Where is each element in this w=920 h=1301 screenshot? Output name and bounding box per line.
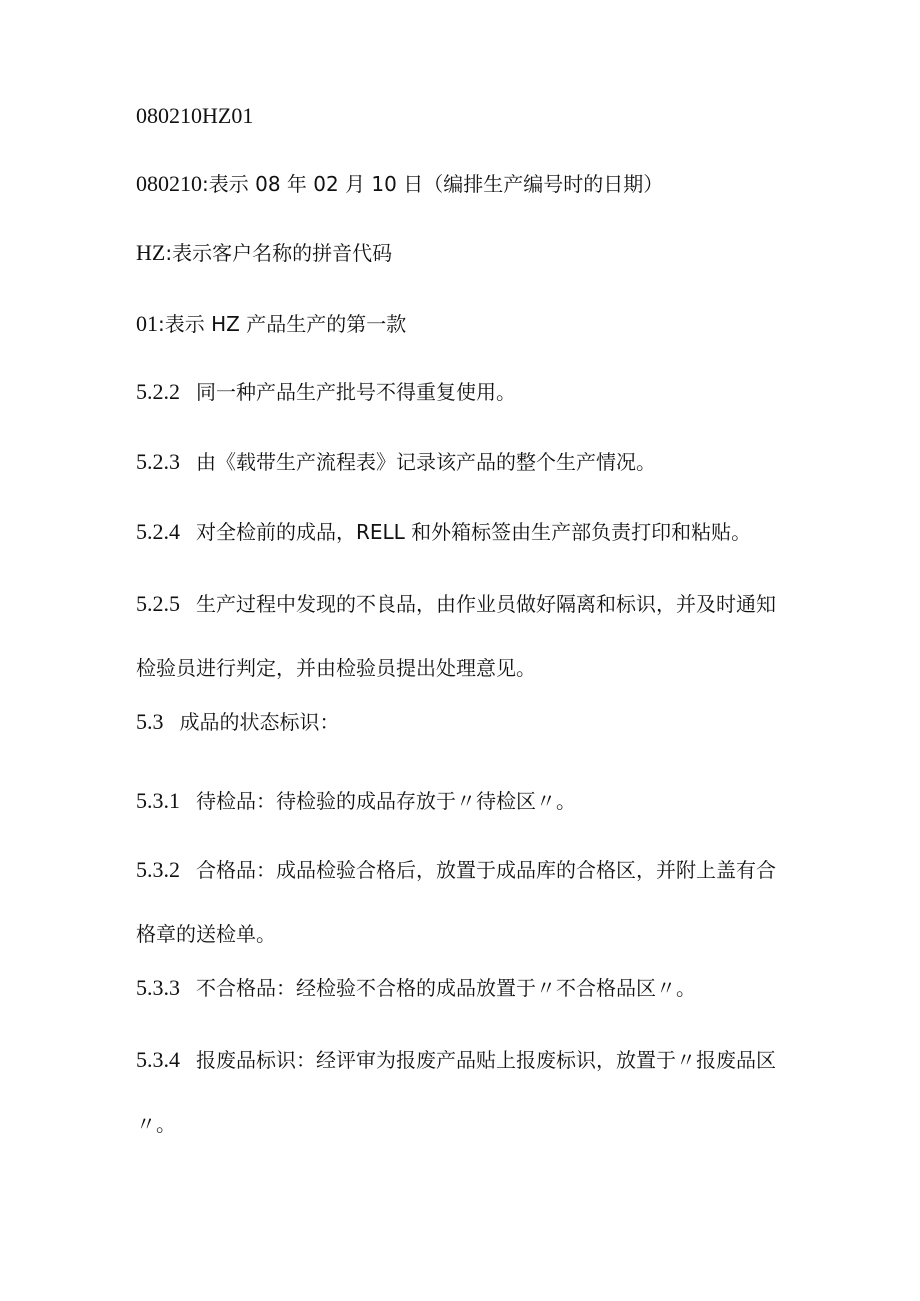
clause-text: 生产过程中发现的不良品，由作业员做好隔离和标识，并及时通知检验员进行判定，并由检验员提出处理意见。 [136, 592, 776, 680]
clause-5-3-heading [136, 710, 340, 734]
clause-number: 5.2.2 [136, 379, 180, 404]
customer-code-text: :表示客户名称的拼音代码 [165, 241, 393, 265]
clause-text: 不合格品：经检验不合格的成品放置于〃不合格品区〃。 [196, 976, 696, 1000]
clause-5-3-4 [136, 1028, 784, 1156]
sequence-code: 01 [136, 311, 158, 336]
customer-code: HZ [136, 240, 166, 265]
clause-5-2-3 [136, 450, 656, 474]
clause-5-3-2 [136, 838, 784, 966]
clause-number: 5.3.3 [136, 975, 180, 1000]
clause-text: 对全检前的成品，RELL 和外箱标签由生产部负责打印和粘贴。 [196, 520, 752, 544]
clause-5-2-2 [136, 380, 516, 404]
clause-text: 待检品：待检验的成品存放于〃待检区〃。 [196, 789, 576, 813]
clause-number: 5.2.3 [136, 449, 180, 474]
clause-number: 5.3.4 [136, 1047, 180, 1072]
sequence-code-text: :表示 HZ 产品生产的第一款 [158, 312, 407, 336]
clause-5-3-3 [136, 976, 696, 1000]
clause-text: 报废品标识：经评审为报废产品贴上报废标识，放置于〃报废品区〃。 [136, 1048, 776, 1136]
clause-number: 5.3.1 [136, 788, 180, 813]
sequence-code-explanation [136, 312, 406, 336]
clause-text: 合格品：成品检验合格后，放置于成品库的合格区，并附上盖有合格章的送检单。 [136, 858, 776, 946]
customer-code-explanation [136, 241, 392, 265]
date-code-text: :表示 08 年 02 月 10 日（编排生产编号时的日期） [202, 172, 664, 196]
clause-text: 由《载带生产流程表》记录该产品的整个生产情况。 [196, 450, 656, 474]
batch-code-example [136, 104, 253, 128]
clause-5-2-5 [136, 572, 784, 700]
date-code: 080210 [136, 171, 202, 196]
batch-code: 080210HZ01 [136, 103, 254, 128]
clause-number: 5.2.4 [136, 519, 180, 544]
date-code-explanation [136, 172, 663, 196]
clause-5-2-4 [136, 520, 751, 544]
clause-number: 5.2.5 [136, 591, 180, 616]
clause-number: 5.3 [136, 709, 164, 734]
clause-5-3-1 [136, 789, 576, 813]
clause-text: 同一种产品生产批号不得重复使用。 [196, 380, 516, 404]
clause-number: 5.3.2 [136, 857, 180, 882]
clause-text: 成品的状态标识： [179, 710, 340, 734]
